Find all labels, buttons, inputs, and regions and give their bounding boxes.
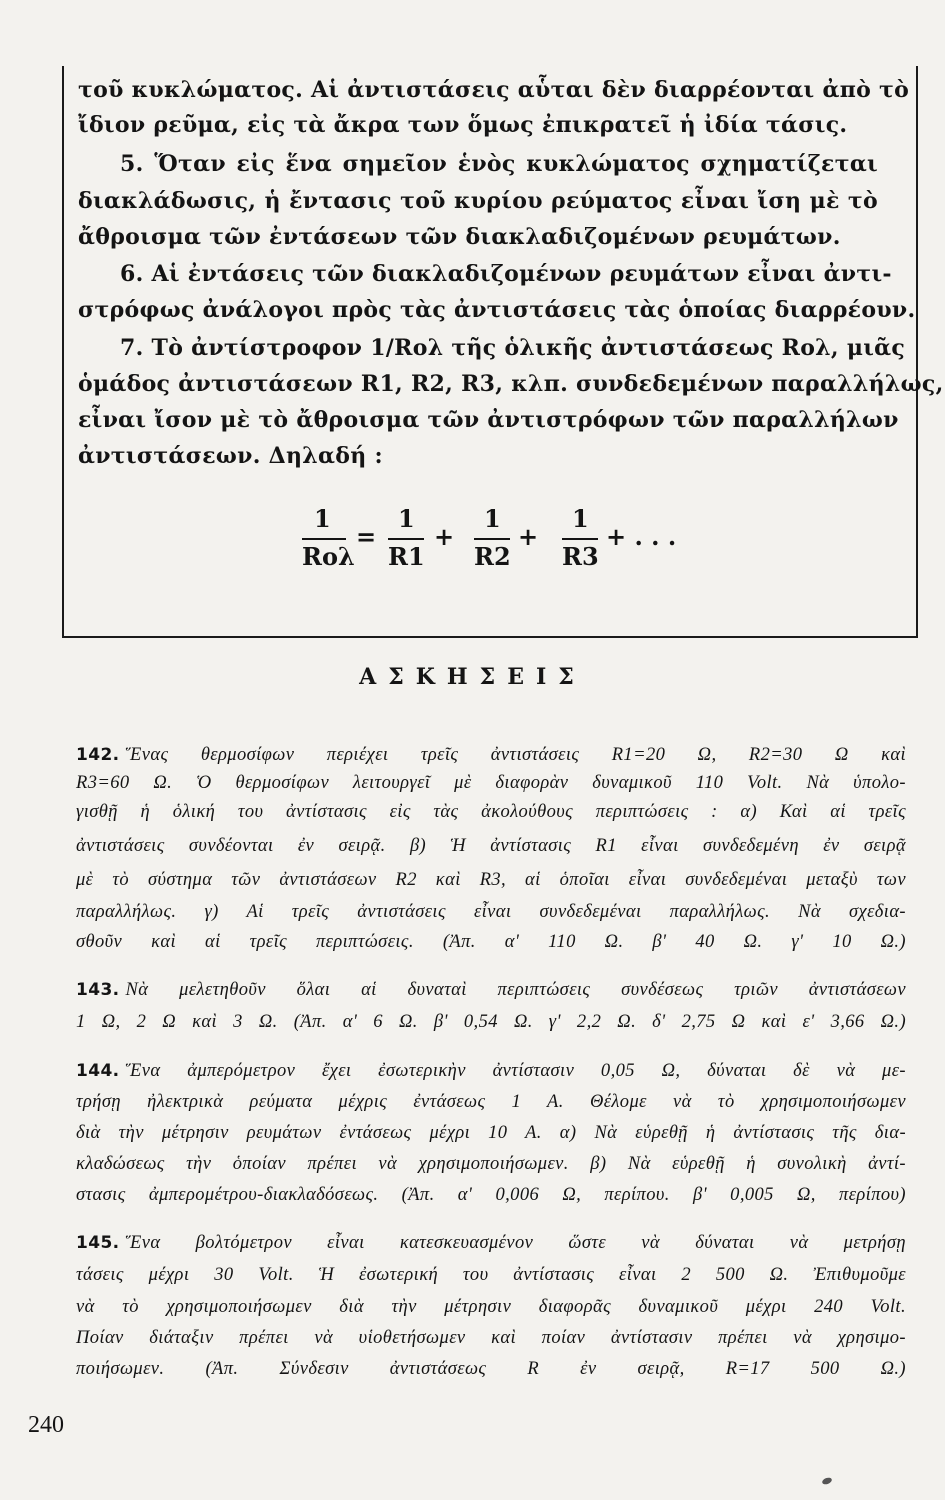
box-line: διακλάδωσις, ἡ ἔντασις τοῦ κυρίου ρεύματος εἶναι ἴση μὲ τὸ (78, 188, 878, 214)
exercise-number: 145. (76, 1233, 120, 1253)
print-speck (821, 1476, 832, 1485)
exercise-142-line: R3=60 Ω. Ὁ θερμοσίφων λειτουργεῖ μὲ διαφορὰν δυναμικοῦ 110 Volt. Νὰ ὑπολο- (76, 773, 906, 793)
box-line: τοῦ κυκλώματος. Αἱ ἀντιστάσεις αὗται δὲν διαρρέονται ἀπὸ τὸ (78, 77, 910, 103)
box-line: ἀντιστάσεων. Δηλαδή : (78, 443, 383, 469)
box-line: στρόφως ἀνάλογοι πρὸς τὰς ἀντιστάσεις τὰς ὁποίας διαρρέουν. (78, 297, 916, 323)
formula-denominator-total: Rολ (302, 542, 355, 571)
exercise-143-line: 1 Ω, 2 Ω καὶ 3 Ω. (Ἀπ. α' 6 Ω. β' 0,54 Ω. γ' 2,2 Ω. δ' 2,75 Ω καὶ ε' 3,66 Ω.) (76, 1012, 906, 1032)
formula-ellipsis: + . . . (606, 522, 677, 551)
exercise-144-line: διὰ τὴν μέτρησιν ρευμάτων ἐντάσεως μέχρι 10 Α. α) Νὰ εὑρεθῇ ἡ ἀντίστασις τῆς δια- (76, 1123, 906, 1143)
fraction-bar (474, 538, 510, 540)
fraction-bar (388, 538, 424, 540)
exercises-heading: ΑΣΚΗΣΕΙΣ (359, 664, 586, 690)
fraction-bar (302, 538, 346, 540)
box-line: ἴδιον ρεῦμα, εἰς τὰ ἄκρα των ὅμως ἐπικρατεῖ ἡ ἰδία τάσις. (78, 112, 848, 138)
exercise-145-line: Ποίαν διάταξιν πρέπει νὰ υἱοθετήσωμεν καὶ ποίαν ἀντίστασιν πρέπει νὰ χρησιμο- (76, 1328, 906, 1348)
formula-plus: + (434, 522, 455, 551)
exercise-number: 144. (76, 1061, 120, 1081)
exercise-144-line: στασις ἀμπερομέτρου-διακλαδόσεως. (Ἀπ. α' 0,006 Ω, περίπου. β' 0,005 Ω, περίπου) (76, 1185, 906, 1205)
exercise-142-line: 142. Ἕνας θερμοσίφων περιέχει τρεῖς ἀντιστάσεις R1=20 Ω, R2=30 Ω καὶ (76, 745, 906, 765)
formula-denominator-r1: R1 (388, 542, 425, 571)
box-line: ἄθροισμα τῶν ἐντάσεων τῶν διακλαδιζομένων ρευμάτων. (78, 224, 841, 250)
exercise-145-line: νὰ τὸ χρησιμοποιήσωμεν διὰ τὴν μέτρησιν διαφορᾶς δυναμικοῦ μέχρι 240 Volt. (76, 1297, 906, 1317)
box-line: εἶναι ἴσον μὲ τὸ ἄθροισμα τῶν ἀντιστρόφων τῶν παραλλήλων (78, 407, 899, 433)
exercise-number: 143. (76, 980, 120, 1000)
box-line: 5. Ὅταν εἰς ἕνα σημεῖον ἑνὸς κυκλώματος σχηματίζεται (120, 151, 878, 177)
formula-numerator: 1 (398, 504, 415, 533)
formula-equals: = (356, 522, 377, 551)
formula-numerator: 1 (572, 504, 589, 533)
formula-denominator-r2: R2 (474, 542, 511, 571)
exercise-142-line: ἀντιστάσεις συνδέονται ἐν σειρᾷ. β) Ἡ ἀντίστασις R1 εἶναι συνδεδεμένη ἐν σειρᾷ (76, 836, 906, 856)
exercise-143-line: 143. Νὰ μελετηθοῦν ὅλαι αἱ δυναταὶ περιπτώσεις συνδέσεως τριῶν ἀντιστάσεων (76, 980, 906, 1000)
exercise-number: 142. (76, 745, 120, 765)
exercise-142-line: γισθῇ ἡ ὁλική του ἀντίστασις εἰς τὰς ἀκολούθους περιπτώσεις : α) Καὶ αἱ τρεῖς (76, 802, 906, 822)
exercise-144-line: κλαδώσεως τὴν ὁποίαν πρέπει νὰ χρησιμοποιήσωμεν. β) Νὰ εὑρεθῇ ἡ συνολικὴ ἀντί- (76, 1154, 906, 1174)
page-number: 240 (28, 1412, 64, 1438)
exercise-145-line: τάσεις μέχρι 30 Volt. Ἡ ἐσωτερική του ἀντίστασις εἶναι 2 500 Ω. Ἐπιθυμοῦμε (76, 1265, 906, 1285)
box-line: ὁμάδος ἀντιστάσεων R1, R2, R3, κλπ. συνδεδεμένων παραλλήλως, (78, 371, 944, 397)
exercise-142-line: σθοῦν καὶ αἱ τρεῖς περιπτώσεις. (Ἀπ. α' 110 Ω. β' 40 Ω. γ' 10 Ω.) (76, 932, 906, 952)
formula-numerator: 1 (484, 504, 501, 533)
exercise-144-line: 144. Ἕνα ἀμπερόμετρον ἔχει ἐσωτερικὴν ἀντίστασιν 0,05 Ω, δύναται δὲ νὰ με- (76, 1061, 906, 1081)
exercise-142-line: παραλλήλως. γ) Αἱ τρεῖς ἀντιστάσεις εἶναι συνδεδεμέναι παραλλήλως. Νὰ σχεδια- (76, 902, 906, 922)
box-line: 7. Τὸ ἀντίστροφον 1/Rολ τῆς ὁλικῆς ἀντιστάσεως Rολ, μιᾶς (120, 335, 906, 361)
box-line: 6. Αἱ ἐντάσεις τῶν διακλαδιζομένων ρευμάτων εἶναι ἀντι- (120, 261, 892, 287)
formula-denominator-r3: R3 (562, 542, 599, 571)
exercise-142-line: μὲ τὸ σύστημα τῶν ἀντιστάσεων R2 καὶ R3, αἱ ὁποῖαι εἶναι συνδεδεμέναι μεταξὺ των (76, 870, 906, 890)
parallel-resistance-formula (300, 500, 720, 590)
exercise-144-line: τρήσῃ ἠλεκτρικὰ ρεύματα μέχρις ἐντάσεως 1 Α. Θέλομε νὰ τὸ χρησιμοποιήσωμεν (76, 1092, 906, 1112)
exercise-145-line: 145. Ἕνα βολτόμετρον εἶναι κατεσκευασμένον ὥστε νὰ δύναται νὰ μετρήσῃ (76, 1233, 906, 1253)
exercise-145-line: ποιήσωμεν. (Ἀπ. Σύνδεσιν ἀντιστάσεως R ἐν σειρᾷ, R=17 500 Ω.) (76, 1359, 906, 1379)
formula-plus: + (518, 522, 539, 551)
formula-numerator: 1 (314, 504, 331, 533)
fraction-bar (562, 538, 598, 540)
